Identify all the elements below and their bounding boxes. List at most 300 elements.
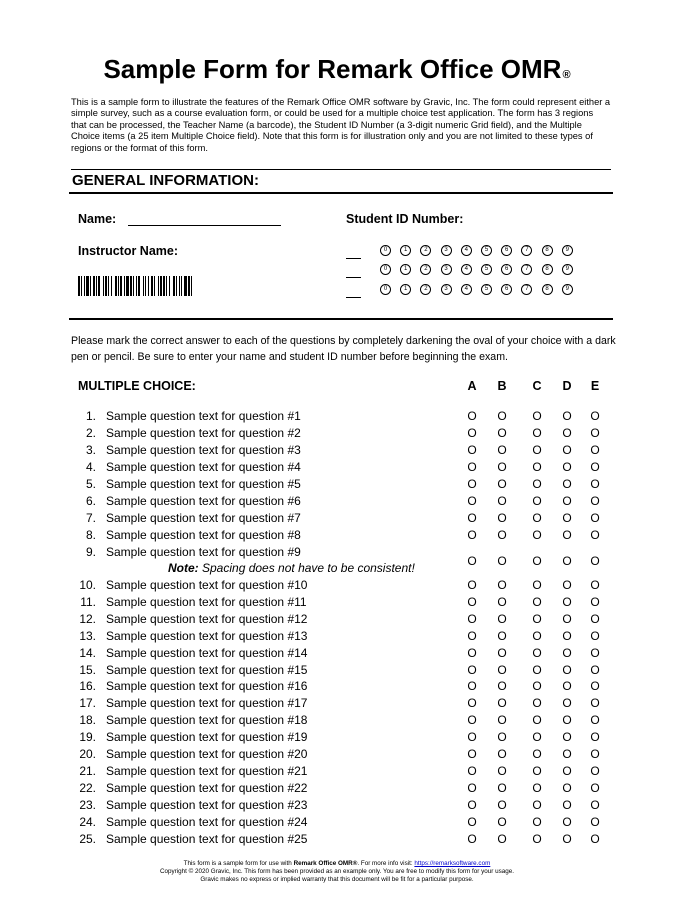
question-row (0, 510, 674, 527)
answer-bubble-b[interactable]: O (497, 611, 507, 626)
question-row (0, 746, 674, 763)
question-text: Sample question text for question #4 (106, 460, 301, 474)
answer-bubble-b[interactable]: O (497, 477, 507, 491)
answer-bubble-b[interactable]: O (497, 628, 507, 643)
footer-website-link[interactable]: https://remarksoftware.com (414, 860, 491, 867)
answer-bubble-d[interactable]: O (562, 578, 572, 592)
student-id-label: Student ID Number: (346, 212, 464, 226)
question-text: Sample question text for question #21 (106, 763, 308, 778)
multiple-choice-heading: MULTIPLE CHOICE: (78, 379, 196, 393)
question-number: 11. (80, 594, 96, 609)
answer-bubble-c[interactable]: O (532, 679, 542, 694)
choice-header-b: B (497, 379, 507, 393)
choice-header-d: D (562, 379, 572, 393)
question-row (0, 662, 674, 679)
answer-bubble-c[interactable]: O (532, 763, 542, 778)
id-digit-bubble[interactable]: 7 (521, 245, 532, 256)
answer-bubble-b[interactable]: O (497, 814, 507, 829)
id-digit-bubble[interactable]: 6 (501, 284, 512, 295)
answer-bubble-d[interactable]: O (562, 730, 572, 745)
footer-line-2: Copyright © 2020 Gravic, Inc. This form has been provided as an example only. You are free to modify this form for your usage. (159, 868, 515, 875)
answer-bubble-c[interactable]: O (532, 611, 542, 626)
barcode-bar (160, 276, 162, 296)
answer-bubble-c[interactable]: O (532, 747, 542, 761)
answer-bubble-a[interactable]: O (467, 730, 477, 745)
answer-bubble-d[interactable]: O (562, 494, 572, 508)
question-row (0, 459, 674, 476)
question-text: Sample question text for question #24 (106, 814, 308, 829)
answer-bubble-c[interactable]: O (532, 578, 542, 592)
answer-bubble-d[interactable]: O (562, 628, 572, 643)
question-row (0, 425, 674, 442)
answer-bubble-c[interactable]: O (532, 628, 542, 643)
barcode-bar (103, 276, 104, 296)
id-digit-bubble[interactable]: 8 (542, 264, 553, 275)
question-text: Sample question text for question #7 (106, 511, 301, 525)
question-text: Sample question text for question #16 (106, 679, 308, 694)
question-text: Sample question text for question #25 (106, 831, 308, 846)
id-digit-bubble[interactable]: 9 (562, 284, 573, 295)
answer-bubble-c[interactable]: O (532, 443, 542, 457)
id-digit-bubble[interactable]: 6 (501, 245, 512, 256)
question-row (0, 577, 674, 594)
id-digit-bubble[interactable]: 3 (441, 264, 452, 275)
answer-bubble-d[interactable]: O (562, 831, 572, 846)
question-number: 10. (79, 578, 96, 592)
barcode-bar (108, 276, 109, 296)
question-text: Sample question text for question #6 (106, 494, 301, 508)
registered-mark: ® (562, 69, 571, 81)
name-label: Name: (78, 212, 117, 226)
question-row (0, 729, 674, 746)
name-field[interactable] (128, 225, 281, 226)
answer-bubble-d[interactable]: O (562, 797, 572, 812)
answer-bubble-c[interactable]: O (532, 477, 542, 491)
barcode-bar (181, 276, 182, 296)
id-digit-bubble[interactable]: 9 (562, 264, 573, 275)
answer-bubble-a[interactable]: O (467, 780, 477, 795)
question-text: Sample question text for question #8 (106, 528, 301, 542)
answer-bubble-b[interactable]: O (497, 713, 507, 728)
answer-bubble-d[interactable]: O (562, 460, 572, 474)
question-row (0, 645, 674, 662)
id-digit-bubble[interactable]: 0 (380, 284, 391, 295)
question-number: 12. (79, 611, 96, 626)
id-digit-bubble[interactable]: 5 (481, 245, 492, 256)
question-row (0, 611, 674, 628)
answer-bubble-d[interactable]: O (562, 409, 572, 423)
answer-bubble-e[interactable]: O (590, 679, 600, 694)
answer-bubble-d[interactable]: O (562, 477, 572, 491)
answer-bubble-b[interactable]: O (497, 578, 507, 592)
answer-bubble-a[interactable]: O (467, 611, 477, 626)
answer-bubble-a[interactable]: O (467, 713, 477, 728)
barcode-bar (118, 276, 119, 296)
question-number: 22. (79, 780, 96, 795)
answer-bubble-e[interactable]: O (590, 662, 600, 677)
question-row (0, 797, 674, 814)
barcode-bar (86, 276, 89, 296)
id-digit-bubble[interactable]: 0 (380, 245, 391, 256)
answer-bubble-e[interactable]: O (590, 554, 600, 568)
question-number: 17. (79, 696, 96, 711)
question-text: Sample question text for question #1 (106, 409, 301, 423)
section-bottom-rule (69, 318, 613, 320)
question-text: Sample question text for question #11 (106, 594, 307, 609)
answer-bubble-e[interactable]: O (590, 780, 600, 795)
answer-bubble-b[interactable]: O (497, 763, 507, 778)
intro-paragraph: This is a sample form to illustrate the features of the Remark Office OMR software by Gravic, Inc. The form could represent either a simple survey, such as a course evaluation form, or could be used for a multiple choice test application. The form has 3 regions that can be processed, the Teacher Name (a barcode), the Student ID Number (a 3-digit numeric Grid field), and the Multiple Choice items (a 25 item Multiple Choice field). Note that this form is for illustration only and you are not limited to these types of regions or the format of this form. (71, 97, 611, 153)
answer-bubble-e[interactable]: O (590, 713, 600, 728)
question-number: 9. (85, 545, 96, 559)
barcode-bar (143, 276, 144, 296)
question-row (0, 678, 674, 695)
answer-bubble-e[interactable]: O (590, 511, 600, 525)
answer-bubble-a[interactable]: O (467, 528, 477, 542)
question-row (0, 695, 674, 712)
answer-bubble-a[interactable]: O (467, 662, 477, 677)
footer-line1-pre: This form is a sample form for use with (183, 860, 294, 867)
answer-bubble-c[interactable]: O (532, 460, 542, 474)
answer-bubble-b[interactable]: O (497, 797, 507, 812)
section-top-rule (71, 169, 611, 170)
id-digit-bubble[interactable]: 2 (420, 264, 431, 275)
question-number: 24. (79, 814, 96, 829)
instructor-name-label: Instructor Name: (78, 244, 179, 258)
answer-bubble-d[interactable]: O (562, 662, 572, 677)
answer-bubble-e[interactable]: O (590, 730, 600, 745)
answer-bubble-d[interactable]: O (562, 747, 572, 761)
question-text: Sample question text for question #14 (106, 645, 308, 660)
instructions-text: Please mark the correct answer to each of the questions by completely darkening the oval of your choice with a dark pen or pencil. Be sure to enter your name and student ID number before beginning the exam. (71, 335, 616, 363)
question-number: 21. (79, 763, 96, 778)
question-number: 16. (79, 679, 96, 694)
barcode-bar (173, 276, 175, 296)
barcode-bar (169, 276, 170, 296)
barcode-bar (154, 276, 155, 296)
question-text: Sample question text for question #10 (106, 578, 308, 592)
answer-bubble-b[interactable]: O (497, 554, 507, 568)
barcode-bar (166, 276, 167, 296)
barcode-bar (126, 276, 129, 296)
answer-bubble-a[interactable]: O (467, 477, 477, 491)
answer-bubble-c[interactable]: O (532, 730, 542, 745)
question-row (0, 476, 674, 493)
question-row (0, 763, 674, 780)
question-number: 6. (85, 494, 96, 508)
answer-bubble-b[interactable]: O (497, 730, 507, 745)
answer-bubble-b[interactable]: O (497, 696, 507, 711)
question-row (0, 408, 674, 425)
answer-bubble-a[interactable]: O (467, 426, 477, 440)
choice-header-e: E (590, 379, 600, 393)
answer-bubble-a[interactable]: O (467, 696, 477, 711)
question-number: 25. (79, 831, 96, 846)
answer-bubble-c[interactable]: O (532, 797, 542, 812)
question-text: Sample question text for question #9 (106, 545, 301, 559)
answer-bubble-d[interactable]: O (562, 528, 572, 542)
question-number: 19. (79, 730, 96, 745)
barcode-bar (188, 276, 190, 296)
question-row (0, 780, 674, 797)
note-label: Note: (168, 561, 199, 575)
question-number: 20. (79, 747, 96, 761)
answer-bubble-e[interactable]: O (590, 747, 600, 761)
choice-header-c: C (532, 379, 542, 393)
answer-bubble-e[interactable]: O (590, 696, 600, 711)
barcode-bar (96, 276, 97, 296)
barcode-bar (148, 276, 149, 296)
question-number: 8. (85, 528, 96, 542)
answer-bubble-b[interactable]: O (497, 594, 507, 609)
answer-bubble-d[interactable]: O (562, 696, 572, 711)
answer-bubble-d[interactable]: O (562, 611, 572, 626)
answer-bubble-a[interactable]: O (467, 628, 477, 643)
answer-bubble-d[interactable]: O (562, 713, 572, 728)
answer-bubble-c[interactable]: O (532, 528, 542, 542)
answer-bubble-a[interactable]: O (467, 409, 477, 423)
question-text: Sample question text for question #22 (106, 780, 308, 795)
answer-bubble-b[interactable]: O (497, 426, 507, 440)
answer-bubble-d[interactable]: O (562, 679, 572, 694)
question-row (0, 831, 674, 848)
answer-bubble-b[interactable]: O (497, 747, 507, 761)
spacing-note (168, 560, 415, 577)
answer-bubble-d[interactable]: O (562, 443, 572, 457)
barcode-bar (98, 276, 100, 296)
question-number: 5. (85, 477, 96, 491)
answer-bubble-b[interactable]: O (497, 645, 507, 660)
answer-bubble-d[interactable]: O (562, 645, 572, 660)
question-row (0, 527, 674, 544)
barcode-bar (191, 276, 192, 296)
barcode-bar (158, 276, 159, 296)
answer-bubble-c[interactable]: O (532, 511, 542, 525)
answer-bubble-a[interactable]: O (467, 460, 477, 474)
answer-bubble-a[interactable]: O (467, 645, 477, 660)
answer-bubble-e[interactable]: O (590, 611, 600, 626)
answer-bubble-e[interactable]: O (590, 578, 600, 592)
answer-bubble-c[interactable]: O (532, 780, 542, 795)
id-digit-bubble[interactable]: 3 (441, 284, 452, 295)
answer-bubble-c[interactable]: O (532, 554, 542, 568)
id-digit-bubble[interactable]: 8 (542, 245, 553, 256)
barcode-bar (115, 276, 117, 296)
question-number: 1. (85, 409, 96, 423)
question-number: 13. (79, 628, 96, 643)
answer-bubble-a[interactable]: O (467, 578, 477, 592)
id-digit-blank[interactable] (346, 297, 361, 298)
barcode-bar (163, 276, 165, 296)
answer-bubble-e[interactable]: O (590, 645, 600, 660)
question-number: 23. (79, 797, 96, 812)
question-number: 14. (79, 645, 96, 660)
form-title-text: Sample Form for Remark Office OMR (103, 54, 562, 84)
question-text: Sample question text for question #5 (106, 477, 301, 491)
answer-bubble-d[interactable]: O (562, 426, 572, 440)
note-text: Spacing does not have to be consistent! (198, 561, 415, 575)
answer-bubble-d[interactable]: O (562, 780, 572, 795)
id-digit-bubble[interactable]: 4 (461, 264, 472, 275)
answer-bubble-b[interactable]: O (497, 528, 507, 542)
answer-bubble-a[interactable]: O (467, 797, 477, 812)
answer-bubble-a[interactable]: O (467, 494, 477, 508)
answer-bubble-a[interactable]: O (467, 554, 477, 568)
answer-bubble-c[interactable]: O (532, 662, 542, 677)
question-number: 3. (85, 443, 96, 457)
barcode-bar (84, 276, 85, 296)
answer-bubble-a[interactable]: O (467, 594, 477, 609)
id-digit-bubble[interactable]: 5 (481, 264, 492, 275)
answer-bubble-e[interactable]: O (590, 477, 600, 491)
form-title (0, 53, 674, 85)
section-divider (69, 192, 613, 194)
question-row (0, 493, 674, 510)
barcode-bar (120, 276, 122, 296)
question-row (0, 628, 674, 645)
answer-bubble-c[interactable]: O (532, 426, 542, 440)
id-digit-bubble[interactable]: 4 (461, 245, 472, 256)
answer-bubble-d[interactable]: O (562, 511, 572, 525)
answer-bubble-d[interactable]: O (562, 594, 572, 609)
barcode-bar (138, 276, 140, 296)
answer-bubble-c[interactable]: O (532, 594, 542, 609)
barcode-bar (90, 276, 91, 296)
answer-bubble-e[interactable]: O (590, 763, 600, 778)
answer-bubble-c[interactable]: O (532, 409, 542, 423)
id-digit-bubble[interactable]: 1 (400, 264, 411, 275)
answer-bubble-a[interactable]: O (467, 763, 477, 778)
answer-bubble-b[interactable]: O (497, 494, 507, 508)
answer-bubble-e[interactable]: O (590, 443, 600, 457)
answer-bubble-e[interactable]: O (590, 797, 600, 812)
id-digit-bubble[interactable]: 9 (562, 245, 573, 256)
id-digit-bubble[interactable]: 5 (481, 284, 492, 295)
answer-bubble-a[interactable]: O (467, 511, 477, 525)
answer-bubble-a[interactable]: O (467, 443, 477, 457)
id-digit-bubble[interactable]: 7 (521, 284, 532, 295)
instructor-barcode (78, 276, 250, 296)
id-digit-bubble[interactable]: 7 (521, 264, 532, 275)
barcode-bar (130, 276, 132, 296)
answer-bubble-b[interactable]: O (497, 831, 507, 846)
barcode-bar (151, 276, 153, 296)
answer-bubble-b[interactable]: O (497, 460, 507, 474)
question-row (0, 814, 674, 831)
answer-bubble-e[interactable]: O (590, 814, 600, 829)
question-text: Sample question text for question #19 (106, 730, 308, 745)
answer-bubble-e[interactable]: O (590, 409, 600, 423)
question-number: 2. (85, 426, 96, 440)
id-digit-blank[interactable] (346, 258, 361, 259)
answer-bubble-c[interactable]: O (532, 713, 542, 728)
barcode-bar (124, 276, 125, 296)
barcode-bar (78, 276, 80, 296)
choice-header-a: A (467, 379, 477, 393)
question-text: Sample question text for question #3 (106, 443, 301, 457)
id-digit-bubble[interactable]: 1 (400, 245, 411, 256)
footer-product: Remark Office OMR® (293, 860, 358, 867)
question-number: 15. (79, 662, 96, 677)
barcode-bar (179, 276, 180, 296)
barcode-bar (81, 276, 82, 296)
id-digit-blank[interactable] (346, 277, 361, 278)
barcode-bar (133, 276, 134, 296)
footer-line-1 (0, 860, 674, 868)
barcode-bar (184, 276, 187, 296)
id-digit-bubble[interactable]: 2 (420, 245, 431, 256)
answer-bubble-a[interactable]: O (467, 747, 477, 761)
answer-bubble-d[interactable]: O (562, 554, 572, 568)
question-row (0, 594, 674, 611)
answer-bubble-b[interactable]: O (497, 511, 507, 525)
answer-bubble-d[interactable]: O (562, 814, 572, 829)
question-number: 4. (85, 460, 96, 474)
footer-line1-post: . For more info visit: (357, 860, 415, 867)
barcode-bar (111, 276, 112, 296)
question-text: Sample question text for question #15 (106, 662, 308, 677)
answer-bubble-e[interactable]: O (590, 460, 600, 474)
question-text: Sample question text for question #20 (106, 747, 308, 761)
question-row (0, 442, 674, 459)
question-text: Sample question text for question #23 (106, 797, 308, 812)
barcode-bar (105, 276, 107, 296)
answer-bubble-c[interactable]: O (532, 831, 542, 846)
footer-line-3: Gravic makes no express or implied warranty that this document will be fit for a particular purpose. (200, 876, 474, 883)
answer-bubble-a[interactable]: O (467, 679, 477, 694)
barcode-bar (136, 276, 137, 296)
answer-bubble-b[interactable]: O (497, 780, 507, 795)
answer-bubble-e[interactable]: O (590, 494, 600, 508)
answer-bubble-c[interactable]: O (532, 814, 542, 829)
question-text: Sample question text for question #2 (106, 426, 301, 440)
id-digit-bubble[interactable]: 4 (461, 284, 472, 295)
answer-bubble-b[interactable]: O (497, 409, 507, 423)
answer-bubble-e[interactable]: O (590, 528, 600, 542)
question-number: 7. (85, 511, 96, 525)
id-digit-bubble[interactable]: 1 (400, 284, 411, 295)
barcode-bar (93, 276, 95, 296)
question-text: Sample question text for question #17 (106, 696, 308, 711)
question-text: Sample question text for question #18 (106, 713, 308, 728)
answer-bubble-e[interactable]: O (590, 831, 600, 846)
answer-bubble-a[interactable]: O (467, 814, 477, 829)
answer-bubble-d[interactable]: O (562, 763, 572, 778)
answer-bubble-b[interactable]: O (497, 679, 507, 694)
question-number: 18. (79, 713, 96, 728)
id-digit-bubble[interactable]: 8 (542, 284, 553, 295)
barcode-bar (176, 276, 177, 296)
answer-bubble-c[interactable]: O (532, 645, 542, 660)
id-digit-bubble[interactable]: 6 (501, 264, 512, 275)
answer-bubble-e[interactable]: O (590, 426, 600, 440)
id-digit-bubble[interactable]: 2 (420, 284, 431, 295)
question-text: Sample question text for question #13 (106, 628, 308, 643)
answer-bubble-b[interactable]: O (497, 443, 507, 457)
id-digit-bubble[interactable]: 3 (441, 245, 452, 256)
answer-bubble-e[interactable]: O (590, 594, 600, 609)
answer-bubble-b[interactable]: O (497, 662, 507, 677)
general-info-heading: GENERAL INFORMATION: (72, 172, 259, 189)
answer-bubble-c[interactable]: O (532, 696, 542, 711)
question-text: Sample question text for question #12 (106, 611, 308, 626)
answer-bubble-a[interactable]: O (467, 831, 477, 846)
question-row (0, 712, 674, 729)
answer-bubble-e[interactable]: O (590, 628, 600, 643)
barcode-bar (145, 276, 146, 296)
answer-bubble-c[interactable]: O (532, 494, 542, 508)
id-digit-bubble[interactable]: 0 (380, 264, 391, 275)
